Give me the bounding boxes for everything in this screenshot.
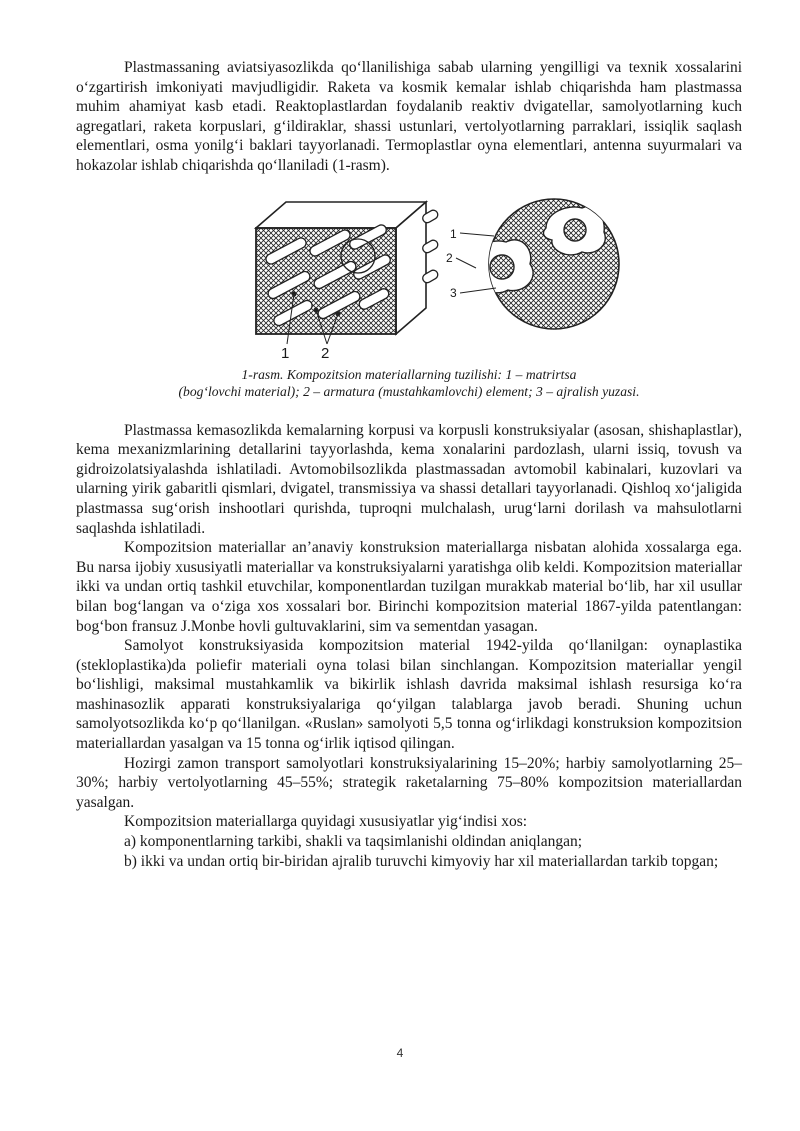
composite-block-illustration — [256, 202, 439, 358]
page-number: 4 — [396, 1046, 404, 1060]
left-label-1: 1 — [281, 344, 290, 358]
caption-line-1: 1-rasm. Kompozitsion materiallarning tuzilishi: 1 – matrirtsa — [241, 366, 577, 382]
caption-line-2: (bog‘lovchi material); 2 – armatura (mustahkamlovchi) element; 3 – ajralish yuzasi. — [178, 384, 640, 400]
paragraph-aircraft-composites: Samolyot konstruksiyasida kompozitsion material 1942-yilda qo‘llanilgan: oynaplastika (stekloplastika)da poliefir materiali oyna tolasi bilan sinchlangan. Kompozitsion materiallar yengil bo‘lishligi, maksimal mustahkamlik va bikirlik ishlash davrida maksimal ishlash resursiga ko‘ra mashinasozlik apparati konstruksiyalariga qo‘yilgan talablarga javob beradi. Shuning uchun samolyotsozlikda ko‘p qo‘llanilgan. «Ruslan» samolyoti 5,5 tonna og‘irlikdagi konstruksion kompozitsion materiallardan yasalgan va 15 tonna og‘irlik iqtisod qilingan. — [76, 637, 742, 753]
figure-caption — [76, 366, 742, 401]
right-label-3: 3 — [450, 285, 457, 300]
list-item-a: a) komponentlarning tarkibi, shakli va taqsimlanishi oldindan aniqlangan; — [124, 833, 583, 851]
left-label-2: 2 — [321, 344, 330, 358]
paragraph-composite-properties: Kompozitsion materiallar an’anaviy konstruksion materiallarga nisbatan alohida xossalarga ega. Bu narsa ijobiy xususiyatli materiallar va konstruksiyalarni yaratishga olib keldi. Kompozitsion materiallar ikki va undan ortiq tashkil etuvchilar, komponentlardan tuzilgan murakkab material bo‘lib, har xil usullar bilan bog‘langan va o‘ziga xos xossalari bor. Birinchi kompozitsion material 1867-yilda patentlangan: bog‘bon fransuz J.Monbe hovli gultuvaklarini, sim va sementdan yasagan. — [76, 539, 742, 635]
paragraph-shipbuilding: Plastmassa kemasozlikda kemalarning korpusi va korpusli konstruksiyalar (asosan, shishaplastlar), kema mexanizmlarining detallarini tayyorlashda, kema xonalarini pardozlash, ularni issiq, tovush va gidroizolatsiyalashda ishlatiladi. Avtomobilsozlikda plastmassadan avtomobil kabinalari, kuzovlari va ularning yirik gabaritli qismlari, dvigatel, transmissiya va shassi detallari tayyorlanadi. Qishloq xo‘jaligida plastmassa sug‘orish inshootlari qurishda, tuproqni mulchalash, urug‘larni dorilash va mahsulotlarni saqlashda ishlatiladi. — [76, 421, 742, 537]
spacer — [76, 401, 742, 421]
page-content — [76, 58, 742, 871]
right-label-1: 1 — [450, 226, 457, 241]
paragraph-list-intro: Kompozitsion materiallarga quyidagi xususiyatlar yig‘indisi xos: — [124, 813, 528, 831]
list-item-b: b) ikki va undan ortiq bir-biridan ajralib turuvchi kimyoviy har xil materiallardan tarkib topgan; — [124, 852, 719, 870]
figure-composite-structure — [76, 198, 742, 358]
right-label-2: 2 — [446, 250, 453, 265]
magnified-section-illustration — [446, 199, 619, 329]
paragraph-percentages: Hozirgi zamon transport samolyotlari konstruksiyalarining 15–20%; harbiy samolyotlarning 25–30%; harbiy vertolyotlarning 45–55%; strategik raketalarning 75–80% kompozitsion materiallardan yasalgan. — [76, 754, 742, 811]
paragraph-intro: Plastmassaning aviatsiyasozlikda qo‘llanilishiga sabab ularning yengilligi va texnik xossalarini o‘zgartirish imkoniyati mavjudligidir. Raketa va kosmik kemalar ishlab chiqarishda ham plastmassa muhim ahamiyat kasb etadi. Reaktoplastlardan foydalanib reaktiv dvigatellar, samolyotlarning kuch agregatlari, raketa korpuslari, g‘ildiraklar, shassi ustunlari, vertolyotlarning parraklari, issiqlik saqlash elementlari, osma yonilg‘i baklari tayyorlanadi. Termoplastlar oyna elementlari, antenna suyurmalari va hokazolar ishlab chiqarishda qo‘llaniladi (1-rasm). — [76, 59, 742, 174]
composite-diagram — [76, 198, 742, 358]
